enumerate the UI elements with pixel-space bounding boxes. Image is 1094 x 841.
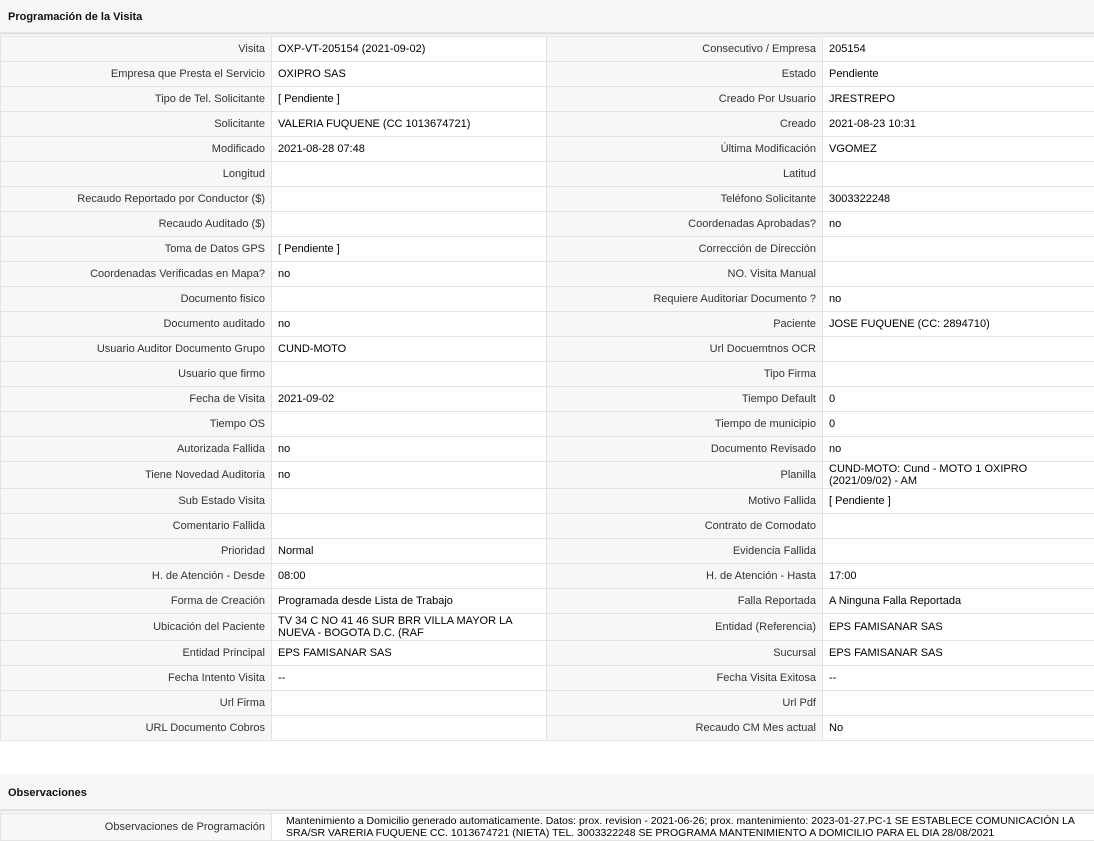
table-row [1, 564, 1094, 589]
field-label: Url Firma [1, 691, 272, 716]
table-row [1, 62, 1094, 87]
field-value [272, 716, 547, 741]
field-label: Recaudo CM Mes actual [547, 716, 823, 741]
field-label: Prioridad [1, 539, 272, 564]
field-value: Pendiente [823, 62, 1094, 87]
table-row [1, 716, 1094, 741]
field-value: No [823, 716, 1094, 741]
table-row [1, 641, 1094, 666]
table-row [1, 412, 1094, 437]
field-label: Visita [1, 37, 272, 62]
field-value: no [823, 287, 1094, 312]
field-label: Tiempo Default [547, 387, 823, 412]
field-label: Autorizada Fallida [1, 437, 272, 462]
field-value: 0 [823, 412, 1094, 437]
field-label: Evidencia Fallida [547, 539, 823, 564]
field-label: Documento Revisado [547, 437, 823, 462]
table-row [1, 387, 1094, 412]
field-value: no [272, 312, 547, 337]
field-value: [ Pendiente ] [272, 87, 547, 112]
table-row [1, 539, 1094, 564]
field-value: 17:00 [823, 564, 1094, 589]
table-row [1, 814, 1094, 841]
field-label: Coordenadas Verificadas en Mapa? [1, 262, 272, 287]
field-value: -- [823, 666, 1094, 691]
field-value [823, 237, 1094, 262]
field-value: Programada desde Lista de Trabajo [272, 589, 547, 614]
field-label: Última Modificación [547, 137, 823, 162]
table-row [1, 337, 1094, 362]
field-value: Normal [272, 539, 547, 564]
field-label: Entidad (Referencia) [547, 614, 823, 641]
field-label: Tiempo OS [1, 412, 272, 437]
field-value: no [272, 437, 547, 462]
field-label: Tiempo de municipio [547, 412, 823, 437]
field-value [823, 362, 1094, 387]
field-value [823, 337, 1094, 362]
field-value: VGOMEZ [823, 137, 1094, 162]
field-label: Url Docuemtnos OCR [547, 337, 823, 362]
table-row [1, 287, 1094, 312]
field-value [272, 212, 547, 237]
field-label: Falla Reportada [547, 589, 823, 614]
field-value: [ Pendiente ] [272, 237, 547, 262]
observaciones-table [0, 813, 1094, 841]
field-label: Entidad Principal [1, 641, 272, 666]
field-value: 3003322248 [823, 187, 1094, 212]
field-label: Sucursal [547, 641, 823, 666]
field-label: H. de Atención - Hasta [547, 564, 823, 589]
field-label: Toma de Datos GPS [1, 237, 272, 262]
field-label: Usuario Auditor Documento Grupo [1, 337, 272, 362]
field-label: Teléfono Solicitante [547, 187, 823, 212]
field-value: CUND-MOTO [272, 337, 547, 362]
field-value: 2021-08-23 10:31 [823, 112, 1094, 137]
field-value [823, 162, 1094, 187]
field-value: 2021-09-02 [272, 387, 547, 412]
field-value [272, 362, 547, 387]
field-value: CUND-MOTO: Cund - MOTO 1 OXIPRO (2021/09/02) - AM [823, 462, 1094, 489]
field-value: 205154 [823, 37, 1094, 62]
table-row [1, 162, 1094, 187]
field-label: URL Documento Cobros [1, 716, 272, 741]
field-value: -- [272, 666, 547, 691]
field-value [272, 187, 547, 212]
table-row [1, 87, 1094, 112]
field-label: Estado [547, 62, 823, 87]
field-value [272, 489, 547, 514]
field-value: OXIPRO SAS [272, 62, 547, 87]
field-value: JRESTREPO [823, 87, 1094, 112]
field-label: Creado Por Usuario [547, 87, 823, 112]
field-value: no [823, 437, 1094, 462]
field-label: Recaudo Auditado ($) [1, 212, 272, 237]
table-row [1, 312, 1094, 337]
field-label: Usuario que firmo [1, 362, 272, 387]
section-title: Observaciones [8, 787, 87, 799]
field-label: Observaciones de Programación [1, 814, 272, 841]
field-value: [ Pendiente ] [823, 489, 1094, 514]
table-row [1, 362, 1094, 387]
field-value: no [272, 262, 547, 287]
table-row [1, 589, 1094, 614]
field-value [823, 691, 1094, 716]
field-label: Requiere Auditoriar Documento ? [547, 287, 823, 312]
field-label: Solicitante [1, 112, 272, 137]
field-label: Paciente [547, 312, 823, 337]
field-label: Planilla [547, 462, 823, 489]
field-value: A Ninguna Falla Reportada [823, 589, 1094, 614]
table-row [1, 212, 1094, 237]
field-value [823, 539, 1094, 564]
field-value: VALERIA FUQUENE (CC 1013674721) [272, 112, 547, 137]
field-value: 2021-08-28 07:48 [272, 137, 547, 162]
table-row [1, 112, 1094, 137]
section-header-programacion [0, 0, 1094, 33]
field-label: Documento auditado [1, 312, 272, 337]
field-label: Recaudo Reportado por Conductor ($) [1, 187, 272, 212]
field-label: Motivo Fallida [547, 489, 823, 514]
field-label: Sub Estado Visita [1, 489, 272, 514]
field-label: Forma de Creación [1, 589, 272, 614]
field-label: Longitud [1, 162, 272, 187]
field-label: Latitud [547, 162, 823, 187]
field-label: Tipo Firma [547, 362, 823, 387]
field-value: TV 34 C NO 41 46 SUR BRR VILLA MAYOR LA NUEVA - BOGOTA D.C. (RAF [272, 614, 547, 641]
field-value: no [823, 212, 1094, 237]
field-label: Corrección de Dirección [547, 237, 823, 262]
field-label: Coordenadas Aprobadas? [547, 212, 823, 237]
section-header-observaciones [0, 774, 1094, 810]
section-title: Programación de la Visita [8, 11, 143, 23]
field-label: Documento fisico [1, 287, 272, 312]
field-label: Comentario Fallida [1, 514, 272, 539]
field-value: OXP-VT-205154 (2021-09-02) [272, 37, 547, 62]
field-value [272, 514, 547, 539]
field-label: Consecutivo / Empresa [547, 37, 823, 62]
table-row [1, 691, 1094, 716]
table-row [1, 187, 1094, 212]
visit-details-table [0, 36, 1094, 741]
table-row [1, 514, 1094, 539]
table-row [1, 437, 1094, 462]
table-row [1, 489, 1094, 514]
field-value: EPS FAMISANAR SAS [823, 641, 1094, 666]
field-value: no [272, 462, 547, 489]
field-label: Fecha Intento Visita [1, 666, 272, 691]
field-label: Fecha de Visita [1, 387, 272, 412]
field-label: Ubicación del Paciente [1, 614, 272, 641]
field-label: Url Pdf [547, 691, 823, 716]
field-value: EPS FAMISANAR SAS [823, 614, 1094, 641]
field-value: Mantenimiento a Domicilio generado automaticamente. Datos: prox. revision - 2021-06-26; prox. mantenimiento: 2023-01-27.PC-1 SE ESTABLECE COMUNICACIÓN LA SRA/SR VARERIA FUQUENE CC. 1013674721 (NIETA) TEL. 3003322248 SE PROGRAMA MANTENIMIENTO A DOMICILIO PARA EL DIA 28/08/2021 [272, 814, 1094, 841]
table-row [1, 666, 1094, 691]
field-label: H. de Atención - Desde [1, 564, 272, 589]
field-value: EPS FAMISANAR SAS [272, 641, 547, 666]
table-row [1, 37, 1094, 62]
field-value: 0 [823, 387, 1094, 412]
field-value [272, 691, 547, 716]
table-row [1, 137, 1094, 162]
field-label: Tipo de Tel. Solicitante [1, 87, 272, 112]
field-label: Empresa que Presta el Servicio [1, 62, 272, 87]
field-label: Contrato de Comodato [547, 514, 823, 539]
field-label: Tiene Novedad Auditoria [1, 462, 272, 489]
table-row [1, 237, 1094, 262]
field-label: Fecha Visita Exitosa [547, 666, 823, 691]
table-row [1, 614, 1094, 641]
field-value [272, 287, 547, 312]
field-value [272, 412, 547, 437]
field-value: 08:00 [272, 564, 547, 589]
field-value: JOSE FUQUENE (CC: 2894710) [823, 312, 1094, 337]
field-value [272, 162, 547, 187]
table-row [1, 262, 1094, 287]
field-value [823, 514, 1094, 539]
field-label: Modificado [1, 137, 272, 162]
field-value [823, 262, 1094, 287]
table-row [1, 462, 1094, 489]
field-label: NO. Visita Manual [547, 262, 823, 287]
field-label: Creado [547, 112, 823, 137]
